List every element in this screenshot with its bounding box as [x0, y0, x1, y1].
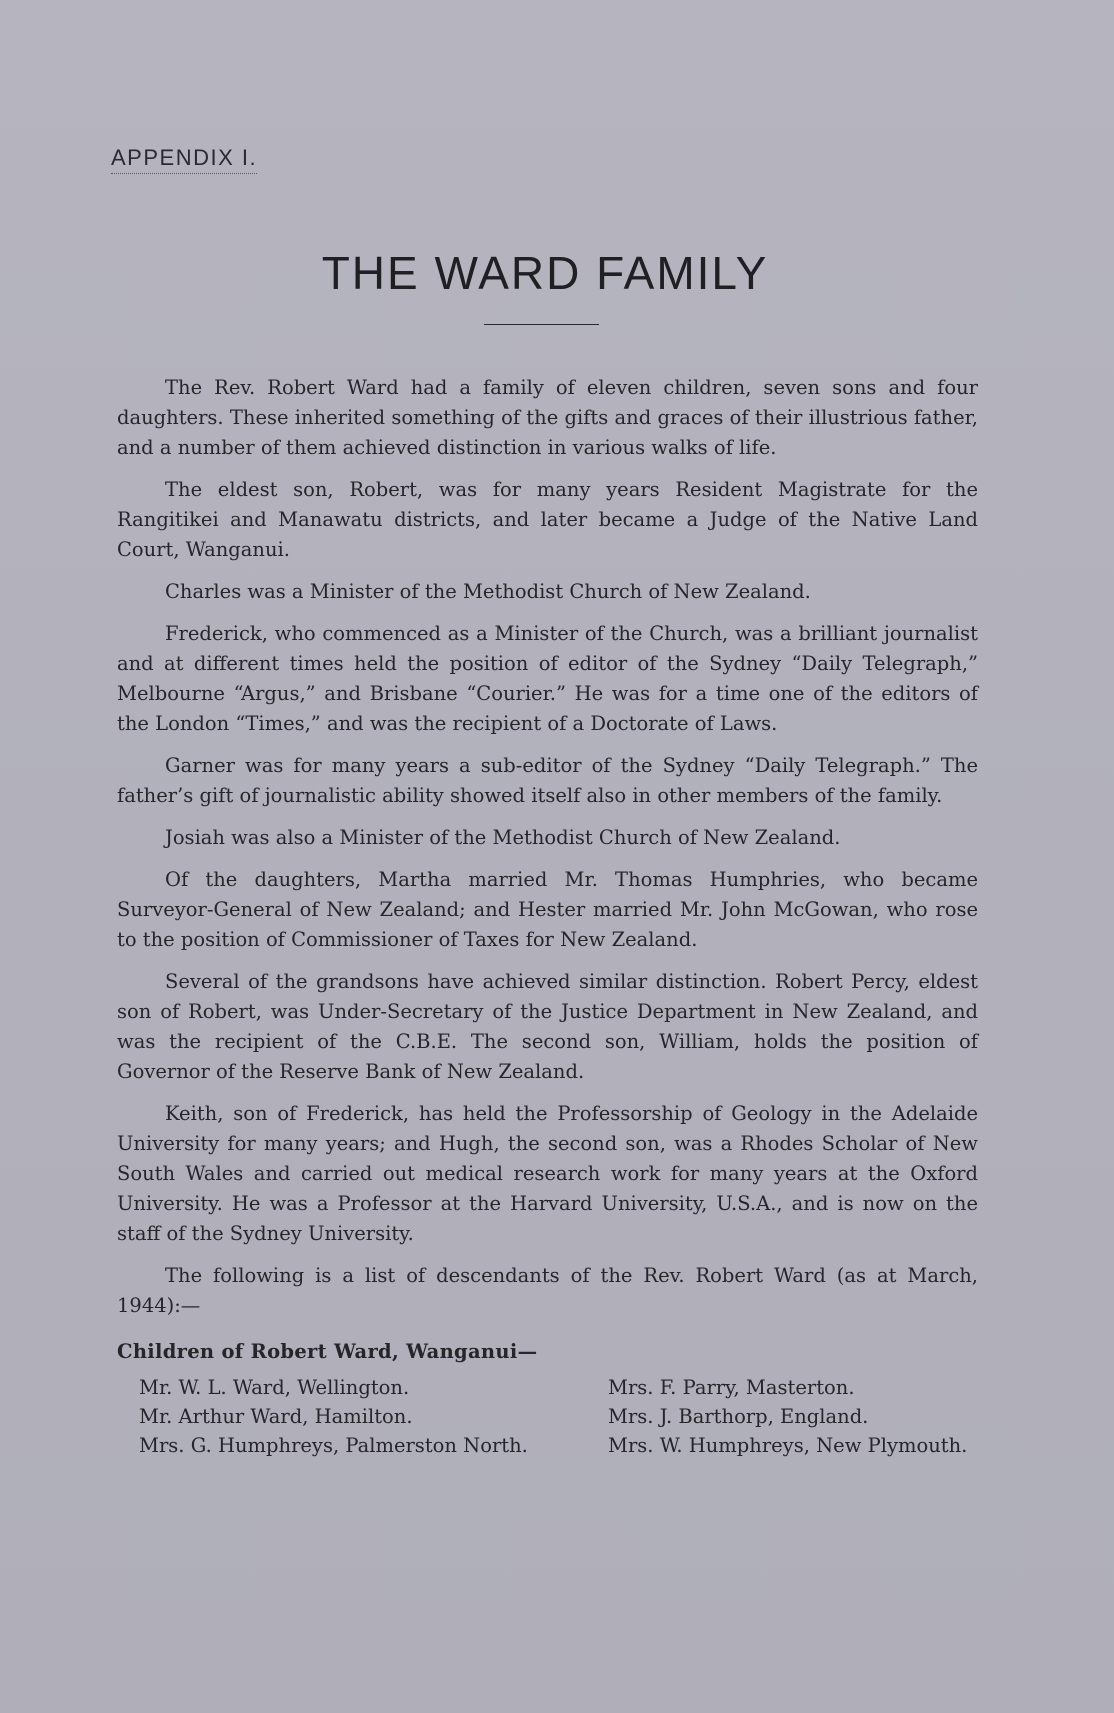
paragraph: The Rev. Robert Ward had a family of eleven children, seven sons and four daughters. These inherited something of the gifts and graces of their illustrious father, and a number of them achieved distinction in various walks of life. [117, 376, 978, 459]
children-list-left-column [117, 1373, 529, 1460]
title-divider [484, 324, 599, 325]
paragraph: Frederick, who commenced as a Minister of the Church, was a brilliant journalist and at different times held the position of editor of the Sydney “Daily Telegraph,” Melbourne “Argus,” and Brisbane “Courier.” He was for a time one of the editors of the London “Times,” and was the recipient of a Doctorate of Laws. [117, 622, 978, 735]
paragraph: Charles was a Minister of the Methodist Church of New Zealand. [165, 580, 811, 603]
paragraph: Keith, son of Frederick, has held the Professorship of Geology in the Adelaide University for many years; and Hugh, the second son, was a Rhodes Scholar of New South Wales and carried out medical research work for many years at the Oxford University. He was a Professor at the Harvard University, U.S.A., and is now on the staff of the Sydney University. [117, 1102, 978, 1245]
paragraph: Garner was for many years a sub-editor of the Sydney “Daily Telegraph.” The father’s gift of journalistic ability showed itself also in other members of the family. [117, 754, 978, 807]
children-list-right-column [608, 1373, 978, 1460]
list-item: Mrs. W. Humphreys, New Plymouth. [608, 1434, 968, 1457]
children-list [117, 1373, 978, 1460]
appendix-label: APPENDIX I. [111, 145, 257, 174]
page-title: THE WARD FAMILY [321, 246, 769, 299]
children-list-heading: Children of Robert Ward, Wanganui— [117, 1340, 538, 1363]
body-text [117, 373, 978, 1460]
list-item: Mr. W. L. Ward, Wellington. [139, 1376, 410, 1399]
paragraph: Of the daughters, Martha married Mr. Thomas Humphries, who became Surveyor-General of New Zealand; and Hester married Mr. John McGowan, who rose to the position of Commissioner of Taxes for New Zealand. [117, 868, 978, 951]
list-item: Mr. Arthur Ward, Hamilton. [139, 1405, 413, 1428]
paragraph: Several of the grandsons have achieved similar distinction. Robert Percy, eldest son of Robert, was Under-Secretary of the Justice Department in New Zealand, and was the recipient of the C.B.E. The second son, William, holds the position of Governor of the Reserve Bank of New Zealand. [117, 970, 978, 1083]
paragraph: The eldest son, Robert, was for many years Resident Magistrate for the Rangitikei and Manawatu districts, and later became a Judge of the Native Land Court, Wanganui. [117, 478, 978, 561]
list-item: Mrs. G. Humphreys, Palmerston North. [139, 1434, 528, 1457]
list-item: Mrs. F. Parry, Masterton. [608, 1376, 855, 1399]
paragraph: The following is a list of descendants of the Rev. Robert Ward (as at March, 1944):— [117, 1264, 978, 1317]
list-item: Mrs. J. Barthorp, England. [608, 1405, 869, 1428]
paragraph: Josiah was also a Minister of the Methodist Church of New Zealand. [165, 826, 841, 849]
